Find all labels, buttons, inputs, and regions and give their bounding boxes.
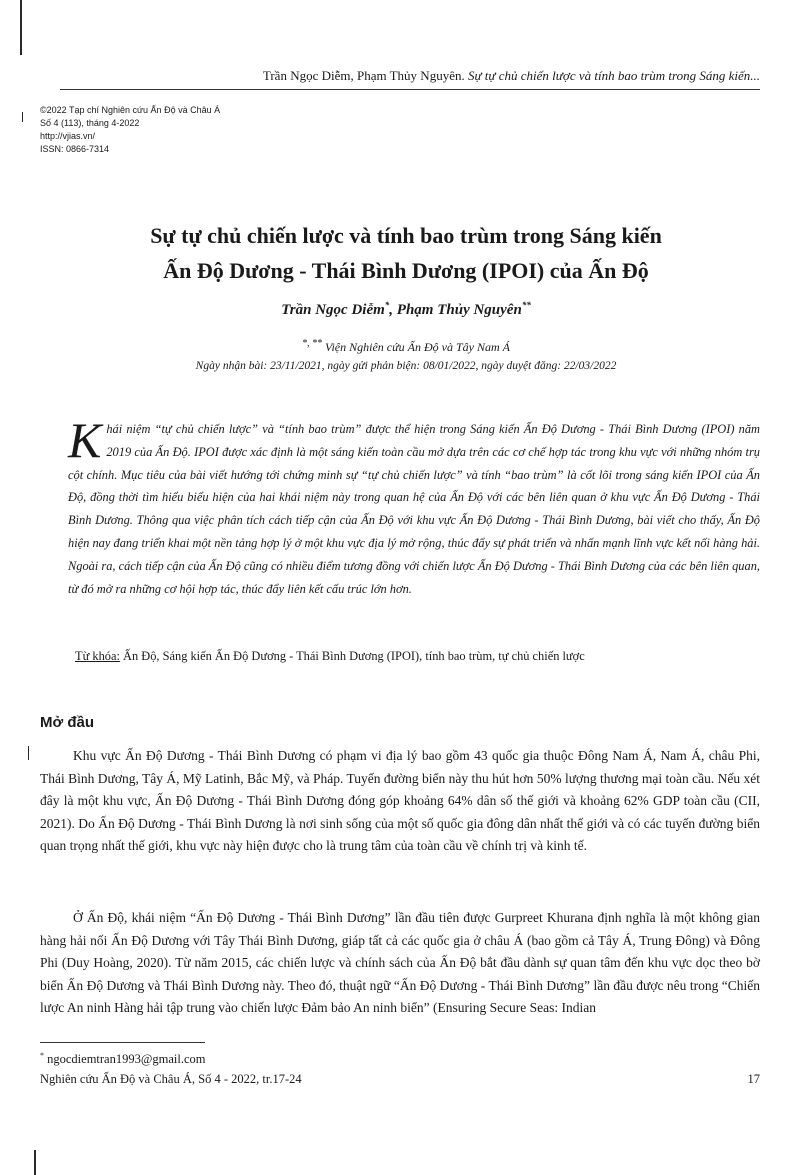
header-rule	[60, 89, 760, 90]
journal-url[interactable]: http://vjias.vn/	[40, 131, 96, 141]
keywords	[75, 649, 775, 664]
author-2-mark: **	[521, 300, 531, 310]
journal-issue: Số 4 (113), tháng 4-2022	[40, 118, 140, 128]
keywords-text: Ấn Độ, Sáng kiến Ấn Độ Dương - Thái Bình Dương (IPOI), tính bao trùm, tự chủ chiến lược	[123, 649, 585, 663]
footnote-mark: *	[40, 1051, 44, 1060]
article-title-line1: Sự tự chủ chiến lược và tính bao trùm trong Sáng kiến	[150, 223, 662, 248]
author-line	[40, 300, 772, 319]
running-head	[60, 68, 760, 84]
page-number: 17	[747, 1072, 760, 1086]
journal-meta	[40, 104, 220, 156]
affiliation-marks: *, **	[302, 338, 323, 349]
scan-mark-meta	[22, 112, 23, 122]
scan-mark-body	[28, 746, 29, 760]
footnote-email[interactable]: ngocdiemtran1993@gmail.com	[47, 1052, 206, 1067]
running-head-authors: Trần Ngọc Diễm, Phạm Thủy Nguyên.	[262, 68, 465, 83]
author-2: Phạm Thủy Nguyên	[396, 302, 522, 318]
body-paragraph-2: Ở Ấn Độ, khái niệm “Ấn Độ Dương - Thái Bình Dương” lần đầu tiên được Gurpreet Khurana định nghĩa là một không gian hàng hải nối Ấn Độ Dương với Tây Thái Bình Dương, giáp tất cả các quốc gia ở châu Á (bao gồm cả Tây Á, Trung Đông) và Đông Phi (Duy Hoàng, 2020). Từ năm 2015, các chiến lược và chính sách của Ấn Độ bắt đầu dành sự quan tâm đến khu vực dọc theo bờ biển Ấn Độ Dương và Thái Bình Dương này. Theo đó, thuật ngữ “Ấn Độ Dương - Thái Bình Dương” lần đầu được nêu trong “Chiến lược An ninh Hàng hải tập trung vào chiến lược Đảm bảo An ninh biển” (Ensuring Secure Seas: Indian	[40, 910, 760, 1015]
abstract	[68, 412, 760, 600]
submission-dates: Ngày nhận bài: 23/11/2021, ngày gửi phản biện: 08/01/2022, ngày duyệt đăng: 22/03/2022	[195, 360, 617, 372]
author-separator: ,	[389, 302, 397, 318]
scan-mark-bottom	[34, 1150, 36, 1175]
footnote-rule	[40, 1042, 205, 1043]
scan-mark-top	[20, 0, 22, 55]
footer-citation: Nghiên cứu Ấn Độ và Châu Á, Số 4 - 2022, tr.17-24	[40, 1072, 302, 1086]
journal-issn: ISSN: 0866-7314	[40, 144, 110, 154]
affiliation-text: Viện Nghiên cứu Ấn Độ và Tây Nam Á	[325, 340, 510, 354]
abstract-dropcap: K	[68, 412, 102, 468]
footnote	[40, 1051, 205, 1067]
abstract-text: hái niệm “tự chủ chiến lược” và “tính bao trùm” được thể hiện trong Sáng kiến Ấn Độ Dương - Thái Bình Dương (IPOI) năm 2019 của Ấn Độ. IPOI được xác định là một sáng kiến toàn cầu mở dựa trên các cơ chế hợp tác trong khu vực với những nhóm trụ cột chính. Mục tiêu của bài viết hướng tới chứng minh sự “tự chủ chiến lược” và tính “bao trùm” là cốt lõi trong sáng kiến IPOI của Ấn Độ, đồng thời tìm hiểu biểu hiện của hai khái niệm này trong quan hệ của Ấn Độ với các bên liên quan ở khu vực Ấn Độ Dương - Thái Bình Dương. Thông qua việc phân tích cách tiếp cận của Ấn Độ với khu vực Ấn Độ Dương - Thái Bình Dương, bài viết cho thấy, Ấn Độ hiện nay đang triển khai một nền tảng hợp lý ở một khu vực địa lý mở rộng, thúc đẩy sự phát triển và nhấn mạnh lĩnh vực kết nối hàng hải. Ngoài ra, cách tiếp cận của Ấn Độ cũng có nhiều điểm tương đồng với chiến lược Ấn Độ Dương - Thái Bình Dương của các bên liên quan, từ đó mở ra những cơ hội hợp tác, thúc đẩy liên kết cấu trúc lớn hơn.	[68, 422, 760, 596]
section-heading: Mở đầu	[40, 714, 94, 731]
journal-copyright: ©2022 Tạp chí Nghiên cứu Ấn Độ và Châu Á	[40, 105, 221, 115]
article-title-line2: Ấn Độ Dương - Thái Bình Dương (IPOI) của Ấn Độ	[163, 258, 649, 283]
author-1: Trần Ngọc Diễm	[281, 302, 385, 318]
article-title	[40, 218, 772, 288]
running-head-title: Sự tự chủ chiến lược và tính bao trùm trong Sáng kiến...	[467, 68, 760, 83]
body-paragraph-1: Khu vực Ấn Độ Dương - Thái Bình Dương có phạm vi địa lý bao gồm 43 quốc gia thuộc Đông Nam Á, Nam Á, châu Phi, Thái Bình Dương, Tây Á, Mỹ Latinh, Bắc Mỹ, và Pháp. Tuyến đường biển này thu hút hơn 50% lượng thương mại toàn cầu. Nếu xét đây là một khu vực, Ấn Độ Dương - Thái Bình Dương đóng góp khoảng 64% dân số thế giới và khoảng 62% GDP toàn cầu (CII, 2021). Do Ấn Độ Dương - Thái Bình Dương là nơi sinh sống của một số quốc gia đông dân nhất thế giới và có các tuyến đường biển quan trọng nhất thế giới, khu vực này hiện được cho là trung tâm của toàn cầu về chính trị và kinh tế.	[40, 748, 760, 853]
author-1-mark: *	[384, 300, 390, 310]
keywords-label: Từ khóa:	[75, 649, 120, 663]
affiliation	[40, 338, 772, 355]
